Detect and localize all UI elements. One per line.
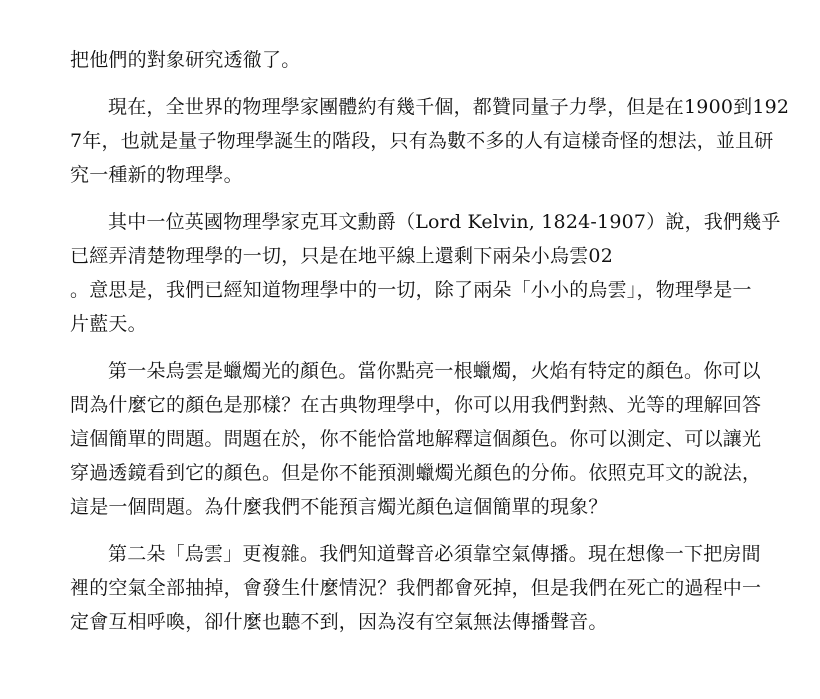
paragraph-1 <box>70 43 792 77</box>
paragraph-2 <box>70 90 792 192</box>
paragraph-gap <box>70 192 792 205</box>
text-line: 已經弄清楚物理學的一切，只是在地平線上還剩下兩朵小烏雲02 <box>70 245 613 267</box>
paragraph-3 <box>70 205 792 341</box>
text-line: 。意思是，我們已經知道物理學中的一切，除了兩朵「小小的烏雲」，物理學是一 <box>70 279 752 301</box>
text-line: 第二朵「烏雲」更複雜。我們知道聲音必須靠空氣傳播。現在想像一下把房間 <box>108 543 761 565</box>
text-line: 穿過透鏡看到它的顏色。但是你不能預測蠟燭光顏色的分佈。依照克耳文的說法， <box>70 462 762 484</box>
text-line: 片藍天。 <box>70 313 147 335</box>
paragraph-gap <box>70 77 792 90</box>
text-line: 裡的空氣全部抽掉，會發生什麼情況？我們都會死掉，但是我們在死亡的過程中一 <box>70 577 762 599</box>
paragraph-gap <box>70 341 792 354</box>
paragraph-5 <box>70 537 792 639</box>
text-line: 其中一位英國物理學家克耳文勳爵（Lord Kelvin, 1824-1907）說，我們幾乎 <box>108 211 781 233</box>
paragraph-4 <box>70 354 792 524</box>
text-line: 究一種新的物理學。 <box>70 164 243 186</box>
text-line: 7年，也就是量子物理學誕生的階段，只有為數不多的人有這樣奇怪的想法，並且研 <box>70 130 774 152</box>
text-line: 這個簡單的問題。問題在於，你不能恰當地解釋這個顏色。你可以測定、可以讓光 <box>70 428 762 450</box>
text-line: 這是一個問題。為什麼我們不能預言燭光顏色這個簡單的現象？ <box>70 496 608 518</box>
text-line: 問為什麼它的顏色是那樣？在古典物理學中，你可以用我們對熱、光等的理解回答 <box>70 394 762 416</box>
paragraph-gap <box>70 524 792 537</box>
text-line: 現在，全世界的物理學家團體約有幾千個，都贊同量子力學，但是在1900到192 <box>108 96 790 118</box>
text-line: 把他們的對象研究透徹了。 <box>70 49 301 71</box>
text-line: 定會互相呼喚，卻什麼也聽不到，因為沒有空氣無法傳播聲音。 <box>70 611 608 633</box>
text-line: 第一朵烏雲是蠟燭光的顏色。當你點亮一根蠟燭，火焰有特定的顏色。你可以 <box>108 360 761 382</box>
